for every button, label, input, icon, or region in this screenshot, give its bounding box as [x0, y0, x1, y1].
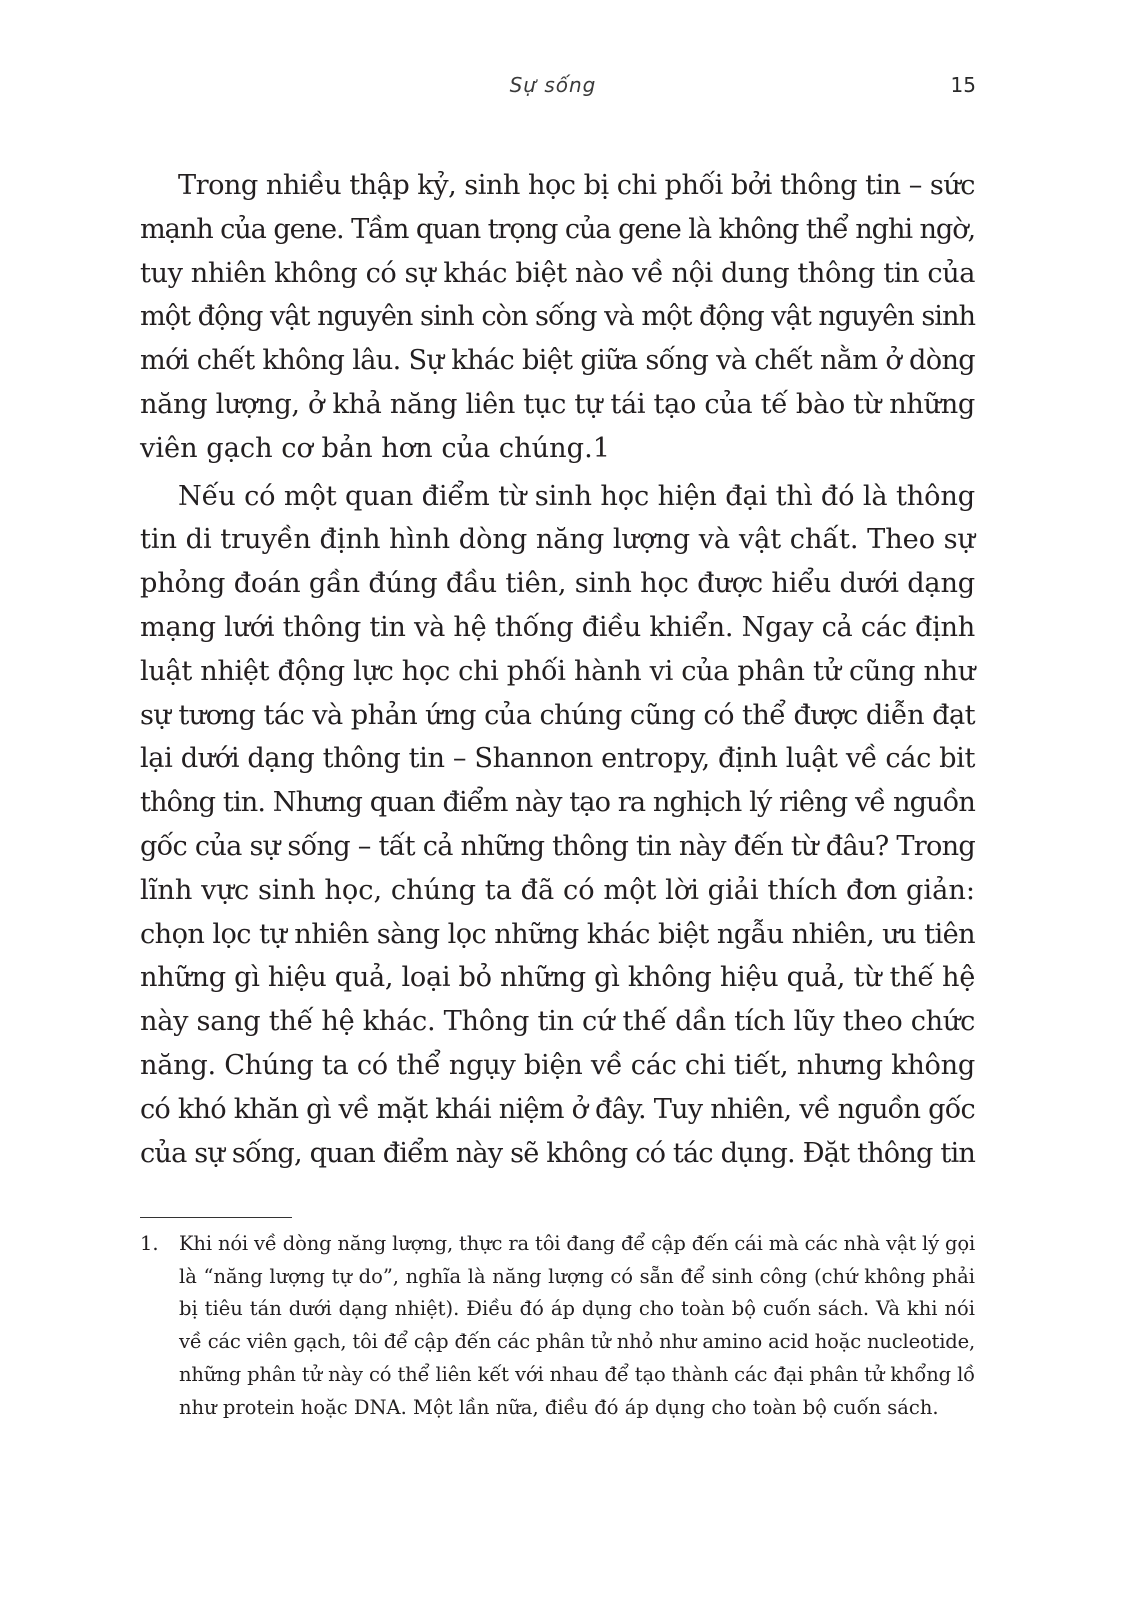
text-line: lĩnh vực sinh học, chúng ta đã có một lời giải thích đơn giản: [140, 874, 975, 906]
running-header [0, 73, 1126, 103]
paragraph-1 [140, 164, 975, 471]
page-number: 15 [950, 73, 976, 97]
footnote-body [179, 1228, 975, 1424]
text-line-last: viên gạch cơ bản hơn của chúng.1 [140, 432, 611, 464]
text-line: Nếu có một quan điểm từ sinh học hiện đại thì đó là thông [178, 480, 975, 512]
text-line: tuy nhiên không có sự khác biệt nào về nội dung thông tin của [140, 257, 976, 289]
footnote-line: những phân tử này có thể liên kết với nhau để tạo thành các đại phân tử khổng lồ [179, 1362, 975, 1386]
text-line: thông tin. Nhưng quan điểm này tạo ra nghịch lý riêng về nguồn [140, 787, 975, 819]
footnote-1 [140, 1228, 975, 1424]
text-line: này sang thế hệ khác. Thông tin cứ thế dần tích lũy theo chức [140, 1006, 976, 1038]
text-line: phỏng đoán gần đúng đầu tiên, sinh học được hiểu dưới dạng [140, 568, 975, 600]
paragraph-2 [140, 475, 975, 1176]
footnote-separator [140, 1217, 292, 1218]
main-text [140, 164, 975, 1175]
footnote-line: bị tiêu tán dưới dạng nhiệt). Điều đó áp dụng cho toàn bộ cuốn sách. Và khi nói [179, 1297, 975, 1321]
text-line: những gì hiệu quả, loại bỏ những gì không hiệu quả, từ thế hệ [140, 962, 976, 994]
running-title: Sự sống [509, 73, 597, 97]
text-line: mới chết không lâu. Sự khác biệt giữa sống và chết nằm ở dòng [140, 345, 975, 377]
text-line: gốc của sự sống – tất cả những thông tin này đến từ đâu? Trong [140, 830, 976, 862]
text-line: chọn lọc tự nhiên sàng lọc những khác biệt ngẫu nhiên, ưu tiên [140, 918, 976, 950]
text-line: mạng lưới thông tin và hệ thống điều khiển. Ngay cả các định [140, 611, 976, 643]
text-line: Trong nhiều thập kỷ, sinh học bị chi phối bởi thông tin – sức [178, 170, 975, 201]
text-line: của sự sống, quan điểm này sẽ không có tác dụng. Đặt thông tin [140, 1137, 975, 1169]
text-line: mạnh của gene. Tầm quan trọng của gene là không thể nghi ngờ, [140, 213, 975, 245]
footnote-line: là “năng lượng tự do”, nghĩa là năng lượng có sẵn để sinh công (chứ không phải [179, 1264, 975, 1288]
footnote-line: như protein hoặc DNA. Một lần nữa, điều đó áp dụng cho toàn bộ cuốn sách. [179, 1395, 939, 1419]
footnote-number: 1. [140, 1232, 159, 1255]
text-line: một động vật nguyên sinh còn sống và một động vật nguyên sinh [140, 301, 975, 333]
text-line: sự tương tác và phản ứng của chúng cũng có thể được diễn đạt [140, 699, 975, 731]
text-line: năng lượng, ở khả năng liên tục tự tái tạo của tế bào từ những [140, 388, 975, 420]
text-line: luật nhiệt động lực học chi phối hành vi của phân tử cũng như [140, 655, 976, 687]
footnote-line: về các viên gạch, tôi để cập đến các phân tử nhỏ như amino acid hoặc nucleotide, [179, 1330, 975, 1354]
text-line: có khó khăn gì về mặt khái niệm ở đây. Tuy nhiên, về nguồn gốc [140, 1093, 975, 1125]
text-line: lại dưới dạng thông tin – Shannon entropy, định luật về các bit [140, 743, 976, 775]
footnote-line: Khi nói về dòng năng lượng, thực ra tôi đang để cập đến cái mà các nhà vật lý gọi [179, 1232, 976, 1255]
text-line: năng. Chúng ta có thể ngụy biện về các chi tiết, nhưng không [140, 1049, 975, 1081]
text-line: tin di truyền định hình dòng năng lượng và vật chất. Theo sự [140, 524, 976, 556]
